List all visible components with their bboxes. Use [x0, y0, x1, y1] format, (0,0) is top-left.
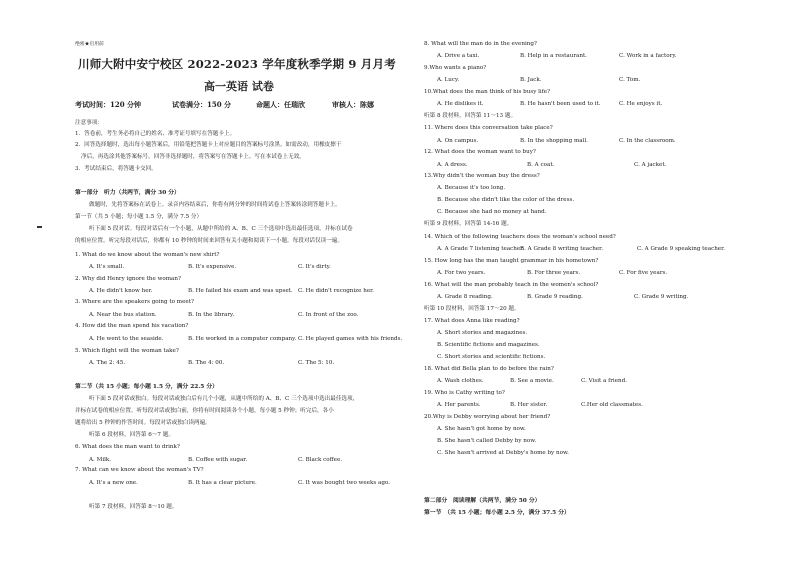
section2-intro: 听下面 5 段对话或独白。每段对话或独白后有几个小题，从题中所给的 A、B、C 三个选项中选出最佳选项，	[89, 396, 359, 402]
option: C. Work in a factory.	[619, 53, 677, 59]
question-20: 20.Why is Debby worrying about her friend?	[424, 414, 551, 420]
option: B. He hasn't been used to it.	[520, 101, 601, 107]
page-title: 川师大附中安宁校区 2022-2023 学年度秋季学期 9 月月考	[78, 57, 396, 71]
option: A. For two years.	[437, 270, 486, 276]
option: B. She hasn't called Debby by now.	[437, 438, 537, 444]
option: A. It's small.	[89, 264, 125, 270]
option: B. In the shopping mall.	[520, 138, 588, 144]
option: A. The 2: 45.	[89, 360, 126, 366]
option: C. Visit a friend.	[581, 378, 627, 384]
option: B. Help in a restaurant.	[520, 53, 587, 59]
option: A. He went to the seaside.	[89, 336, 164, 342]
page-subtitle: 高一英语 试卷	[204, 80, 274, 93]
question-6: 6. What does the man want to drink?	[75, 444, 180, 450]
option: A. On campus.	[437, 138, 479, 144]
question-7: 7. What can we know about the woman's TV?	[75, 467, 204, 473]
part2-heading: 第二部分 阅读理解（共两节，满分 50 分）	[424, 498, 541, 504]
option: C. A Grade 9 speaking teacher.	[637, 246, 725, 252]
question-18: 18. What did Bella plan to do before the rain?	[424, 366, 554, 372]
question-15: 15. How long has the man taught grammar in his hometown?	[424, 258, 599, 264]
option: C. Grade 9 writing.	[634, 294, 689, 300]
section1-intro: 听下面 5 段对话。每段对话后有一个小题，从题中所给的 A、B、C 三个选项中选出最佳选项，并标在试卷	[89, 226, 353, 232]
question-5: 5. Which flight will the woman take?	[75, 348, 179, 354]
section2-heading: 第二节（共 15 小题；每小题 1.5 分，满分 22.5 分）	[75, 384, 218, 390]
option: A. Wash clothes.	[437, 378, 484, 384]
option: A. Short stories and magazines.	[437, 330, 528, 336]
option: A. Lucy.	[437, 77, 460, 83]
question-9: 9.Who wants a piano?	[424, 65, 487, 71]
option: A. Grade 8 reading.	[437, 294, 493, 300]
material-note: 听第 10 段材料，回答第 17～20 题。	[424, 306, 520, 312]
option: A. A dress.	[437, 162, 468, 168]
exam-score: 试卷满分：150 分	[172, 100, 232, 109]
section2-intro: 并标在试卷的相应位置。听每段对话或独白前，你将有时间阅读各个小题，每小题 5 秒钟；听完后，各小	[75, 408, 334, 414]
binding-mark	[37, 226, 42, 228]
option: B. Coffee with sugar.	[188, 457, 248, 463]
option: B. A Grade 8 writing teacher.	[520, 246, 603, 252]
option: B. For three years.	[527, 270, 581, 276]
option: C. In front of the zoo.	[298, 312, 359, 318]
exam-author: 命题人：任瑞欣	[256, 100, 305, 109]
option: C. He played games with his friends.	[298, 336, 403, 342]
option: B. Scientific fictions and magazines.	[437, 342, 540, 348]
option: C. She hasn't arrived at Debby's home by now.	[437, 450, 569, 456]
notice-line: 1．答卷前，考生务必将自己的姓名、准考证号填写在答题卡上。	[75, 131, 236, 137]
option: A. Near the bus station.	[89, 312, 157, 318]
question-19: 19. Who is Cathy writing to?	[424, 390, 505, 396]
part1-heading: 第一部分 听力（共两节，满分 30 分）	[75, 190, 180, 196]
question-1: 1. What do we know about the woman's new shirt?	[75, 252, 220, 258]
exam-reviewer: 审核人：陈娜	[332, 100, 374, 109]
question-8: 8. What will the man do in the evening?	[424, 41, 537, 47]
option: B. Jack.	[520, 77, 542, 83]
option: B. The 4: 00.	[188, 360, 225, 366]
option: B. Because she didn't like the color of the dress.	[437, 197, 575, 203]
option: A. A Grade 7 listening teacher.	[437, 246, 525, 252]
option: B. A coat.	[527, 162, 555, 168]
option: B. He worked in a computer company.	[188, 336, 297, 342]
option: A. Because it's too long.	[437, 185, 506, 191]
section1-intro: 的相应位置。听完每段对话后，你都有 10 秒钟的时间来回答有关小题和阅读下一小题。每段对话仅读一遍。	[75, 238, 343, 244]
option: C. The 5: 10.	[298, 360, 335, 366]
notice-heading: 注意事项：	[75, 120, 103, 126]
material-note: 听第 7 段材料，回答第 8～10 题。	[89, 504, 178, 510]
option: C. Because she had no money at hand.	[437, 209, 547, 215]
material-note: 听第 6 段材料，回答第 6～7 题。	[89, 432, 174, 438]
option: B. See a movie.	[510, 378, 554, 384]
option: C. It's dirty.	[298, 264, 331, 270]
question-2: 2. Why did Henry ignore the woman?	[75, 276, 181, 282]
option: A. Drive a taxi.	[437, 53, 480, 59]
notice-line: 3．考试结束后，将答题卡交回。	[75, 166, 157, 172]
option: B. He failed his exam and was upset.	[188, 288, 293, 294]
question-16: 16. What will the man probably teach in the women's school?	[424, 282, 599, 288]
option: C. Short stories and scientific fictions.	[437, 354, 546, 360]
part2-section1-heading: 第一节 （共 15 小题；每小题 2.5 分，满分 37.5 分）	[424, 510, 570, 516]
question-11: 11. Where does this conversation take place?	[424, 125, 553, 131]
confidential-tag: 绝密★启用前	[75, 42, 104, 47]
question-12: 12. What does the woman want to buy?	[424, 149, 536, 155]
option: C. It was bought two weeks ago.	[298, 480, 390, 486]
notice-line: 2．回答选择题时，选出每小题答案后，用铅笔把答题卡上对应题目的答案标号涂黑。如需改动，用橡皮擦干	[75, 142, 342, 148]
option: B. It's expensive.	[188, 264, 237, 270]
option: C.Her old classmates.	[581, 402, 643, 408]
option: A. Milk.	[89, 457, 112, 463]
option: A. He didn't know her.	[89, 288, 153, 294]
option: C. He didn't recognize her.	[298, 288, 374, 294]
question-14: 14. Which of the following teachers does the woman's school need?	[424, 234, 616, 240]
option: B. Grade 9 reading.	[527, 294, 583, 300]
option: C. In the classroom.	[619, 138, 676, 144]
option: C. Tom.	[619, 77, 641, 83]
option: B. It has a clear picture.	[188, 480, 257, 486]
exam-time: 考试时间：120 分钟	[75, 100, 142, 109]
material-note: 听第 9 段材料，回答第 14-16 题。	[424, 221, 513, 227]
question-13: 13.Why didn't the woman buy the dress?	[424, 173, 540, 179]
question-17: 17. What does Anna like reading?	[424, 318, 520, 324]
option: C. For five years.	[619, 270, 668, 276]
part1-intro: 做题时，先将答案标在试卷上。录音内容结束后，你将有两分钟的时间将试卷上答案转涂到答题卡上。	[89, 202, 341, 208]
option: A. It's a new one.	[89, 480, 138, 486]
question-10: 10.What does the man think of his busy life?	[424, 89, 551, 95]
notice-line: 净后，再选涂其他答案标号。回答非选择题时，将答案写在答题卡上。写在本试卷上无效。	[81, 154, 305, 160]
option: A. Her parents.	[437, 402, 481, 408]
option: A. He dislikes it.	[437, 101, 484, 107]
section2-intro: 题将给出 5 秒钟的作答时间。每段对话或独白读两遍。	[75, 420, 211, 426]
option: C. A jacket.	[634, 162, 667, 168]
option: B. In the library.	[188, 312, 235, 318]
material-note: 听第 8 段材料，回答第 11～13 题。	[424, 113, 517, 119]
question-4: 4. How did the man spend his vacation?	[75, 323, 189, 329]
option: B. Her sister.	[510, 402, 548, 408]
option: C. Black coffee.	[298, 457, 343, 463]
option: A. She hasn't got home by now.	[437, 426, 526, 432]
section1-heading: 第一节（共 5 小题；每小题 1.5 分，满分 7.5 分）	[75, 214, 203, 220]
question-3: 3. Where are the speakers going to meet?	[75, 299, 194, 305]
option: C. He enjoys it.	[619, 101, 663, 107]
